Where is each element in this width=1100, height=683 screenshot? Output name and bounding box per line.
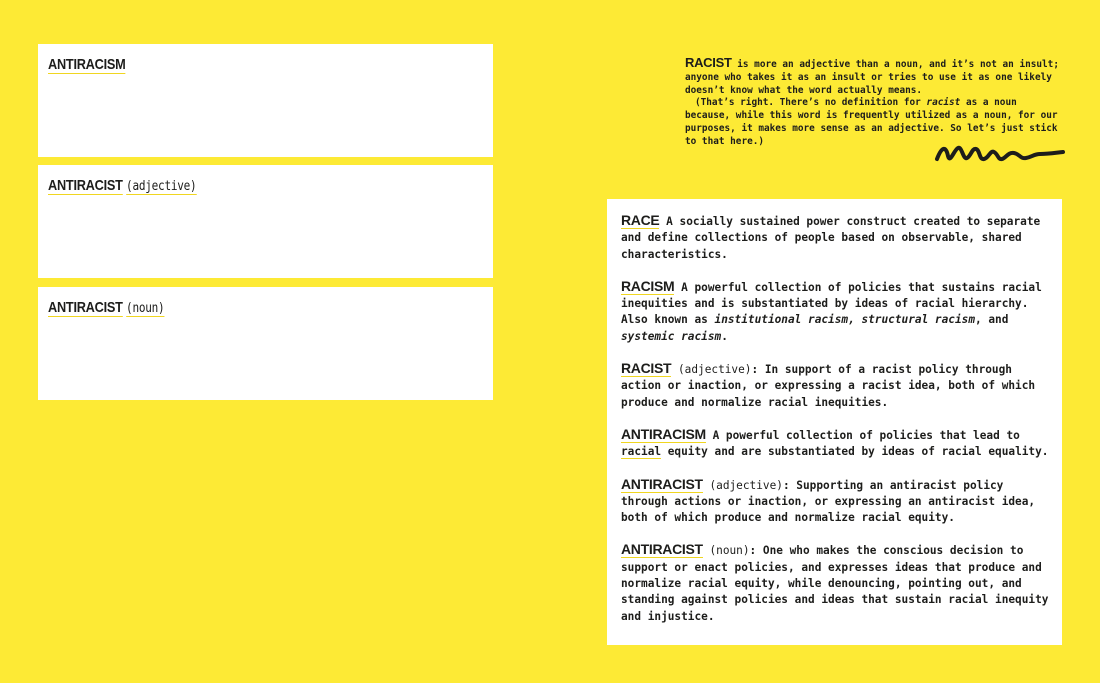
definitions-panel [607,199,1062,645]
card-title: ANTIRACIST (adjective) [48,177,197,194]
racist-note [685,57,1067,149]
definition-racist-adjective: RACIST (adjective): In support of a racist policy through action or inaction, or expressing a racist idea, both of which produce and normalize racial inequities. [621,360,1036,409]
note-paragraph-1: RACIST is more an adjective than a noun, and it’s not an insult; anyone who takes it as an insult or tries to use it as one likely doesn’t know what the word actually means. [685,55,1059,96]
writing-card-antiracist-noun[interactable] [38,287,493,400]
definition-antiracist-adjective: ANTIRACIST (adjective): Supporting an antiracist policy through actions or inaction, or expressing an antiracist idea, both of which produce and normalize racial equity. [621,475,1036,525]
writing-card-antiracism[interactable] [38,44,493,157]
definition-antiracism: ANTIRACISM A powerful collection of policies that lead to racial equity and are substantiated by ideas of racial equality. [621,425,1049,459]
definition-antiracist-noun: ANTIRACIST (noun): One who makes the conscious decision to support or enact policies, and expresses ideas that produce and normalize racial equity, while denouncing, pointing out, and standing against policies and ideas that sustain racial inequity and injustice. [621,541,1049,623]
card-title: ANTIRACISM [48,56,126,73]
card-title: ANTIRACIST (noun) [48,299,165,316]
definition-race: RACE A socially sustained power construct created to separate and define collections of people based on observable, shared characteristics. [621,212,1041,261]
note-paragraph-2: (That’s right. There’s no definition for racist as a noun because, while this word is frequently utilized as a noun, for our purposes, it makes more sense as an adjective. So let’s just stick to that here.) [685,97,1058,147]
squiggle-decoration-icon [934,142,1066,168]
writing-card-antiracist-adjective[interactable] [38,165,493,278]
definition-racism: RACISM A powerful collection of policies that sustains racial inequities and is substantiated by ideas of racial hierarchy. Also known as institutional racism, structural racism, and systemic racism. [621,277,1042,343]
